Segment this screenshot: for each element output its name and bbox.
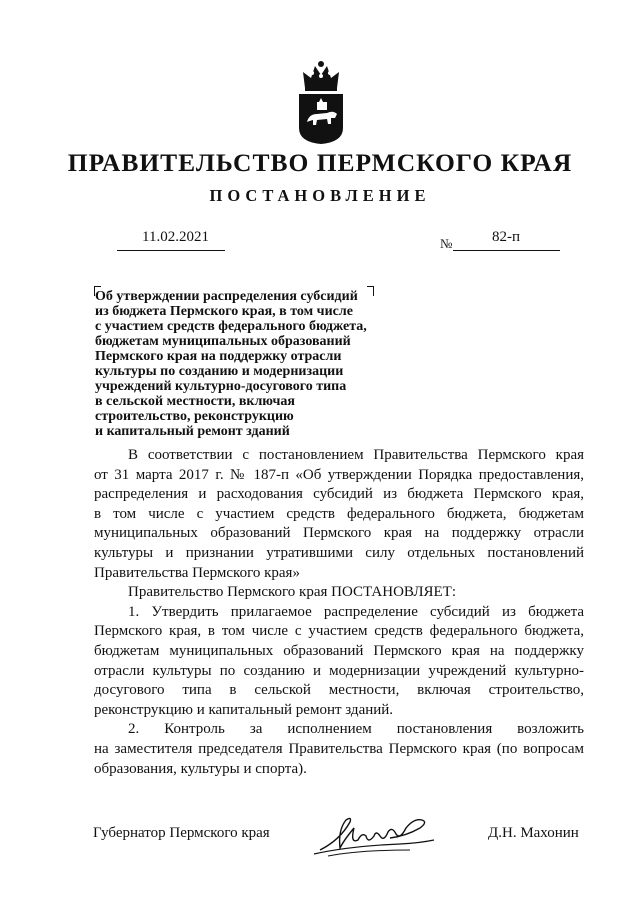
body-line: в том числе с участием средств федерального бюджета, бюджетам	[94, 505, 584, 522]
subject-line: с участием средств федерального бюджета,	[95, 319, 367, 334]
subject-line: бюджетам муниципальных образований	[95, 334, 351, 349]
body-line: бюджетам муниципальных образований Пермского края на поддержку	[94, 642, 584, 659]
subject-line: учреждений культурно-досугового типа	[95, 379, 347, 394]
subject-line: культуры по созданию и модернизации	[95, 364, 344, 379]
document-number: 82-п	[492, 229, 521, 245]
resolve-line: Правительство Пермского края ПОСТАНОВЛЯЕТ:	[128, 584, 457, 601]
body-line: на заместителя председателя Правительства Пермского края (по вопросам	[94, 740, 584, 757]
document-date: 11.02.2021	[142, 229, 209, 245]
subject-line: и капитальный ремонт зданий	[95, 424, 290, 439]
body-line: отрасли культуры по созданию и модернизации учреждений культурно-	[94, 662, 584, 679]
subject-line: Пермского края на поддержку отрасли	[95, 349, 342, 364]
resolve-paragraph	[94, 583, 584, 603]
handwritten-signature-icon	[310, 810, 440, 860]
body-line: В соответствии с постановлением Правительства Пермского края	[128, 447, 584, 463]
number-sign: №	[440, 236, 453, 251]
body-line: от 31 марта 2017 г. № 187-п «Об утверждении Порядка предоставления,	[94, 466, 584, 483]
item-1-paragraph	[94, 603, 584, 721]
subject-line: из бюджета Пермского края, в том числе	[95, 304, 353, 319]
subject-line: строительство, реконструкцию	[95, 409, 294, 424]
body-line: распределения и расходования субсидий из бюджета Пермского края,	[94, 486, 584, 503]
body-line: муниципальных образований Пермского края на поддержку отрасли	[94, 525, 584, 542]
item-2-paragraph	[94, 720, 584, 779]
body-line: досугового типа в сельской местности, включая строительство,	[94, 682, 584, 699]
body-line: образования, культуры и спорта).	[94, 760, 307, 777]
body-line: Пермского края, в том числе с участием средств федерального бюджета,	[94, 623, 584, 640]
body-line: 1. Утвердить прилагаемое распределение субсидий из бюджета	[128, 603, 584, 620]
preamble-paragraph	[94, 446, 584, 583]
number-underline	[453, 250, 560, 251]
perm-krai-coat-of-arms-icon	[295, 58, 347, 144]
document-subject	[95, 289, 415, 439]
date-underline	[117, 250, 225, 251]
subject-line: в сельской местности, включая	[95, 394, 295, 409]
document-body	[94, 446, 584, 779]
document-type: ПОСТАНОВЛЕНИЕ	[209, 186, 431, 205]
signer-title: Губернатор Пермского края	[93, 825, 270, 841]
body-line: реконструкцию и капитальный ремонт зданий.	[94, 701, 394, 718]
body-line: 2. Контроль за исполнением постановления возложить	[128, 721, 584, 738]
government-title: ПРАВИТЕЛЬСТВО ПЕРМСКОГО КРАЯ	[67, 148, 573, 177]
body-line: Правительства Пермского края»	[94, 564, 300, 581]
signer-name: Д.Н. Махонин	[488, 825, 579, 841]
body-line: культуры и признании утратившими силу отдельных постановлений	[94, 544, 584, 561]
subject-line: Об утверждении распределения субсидий	[95, 289, 358, 304]
